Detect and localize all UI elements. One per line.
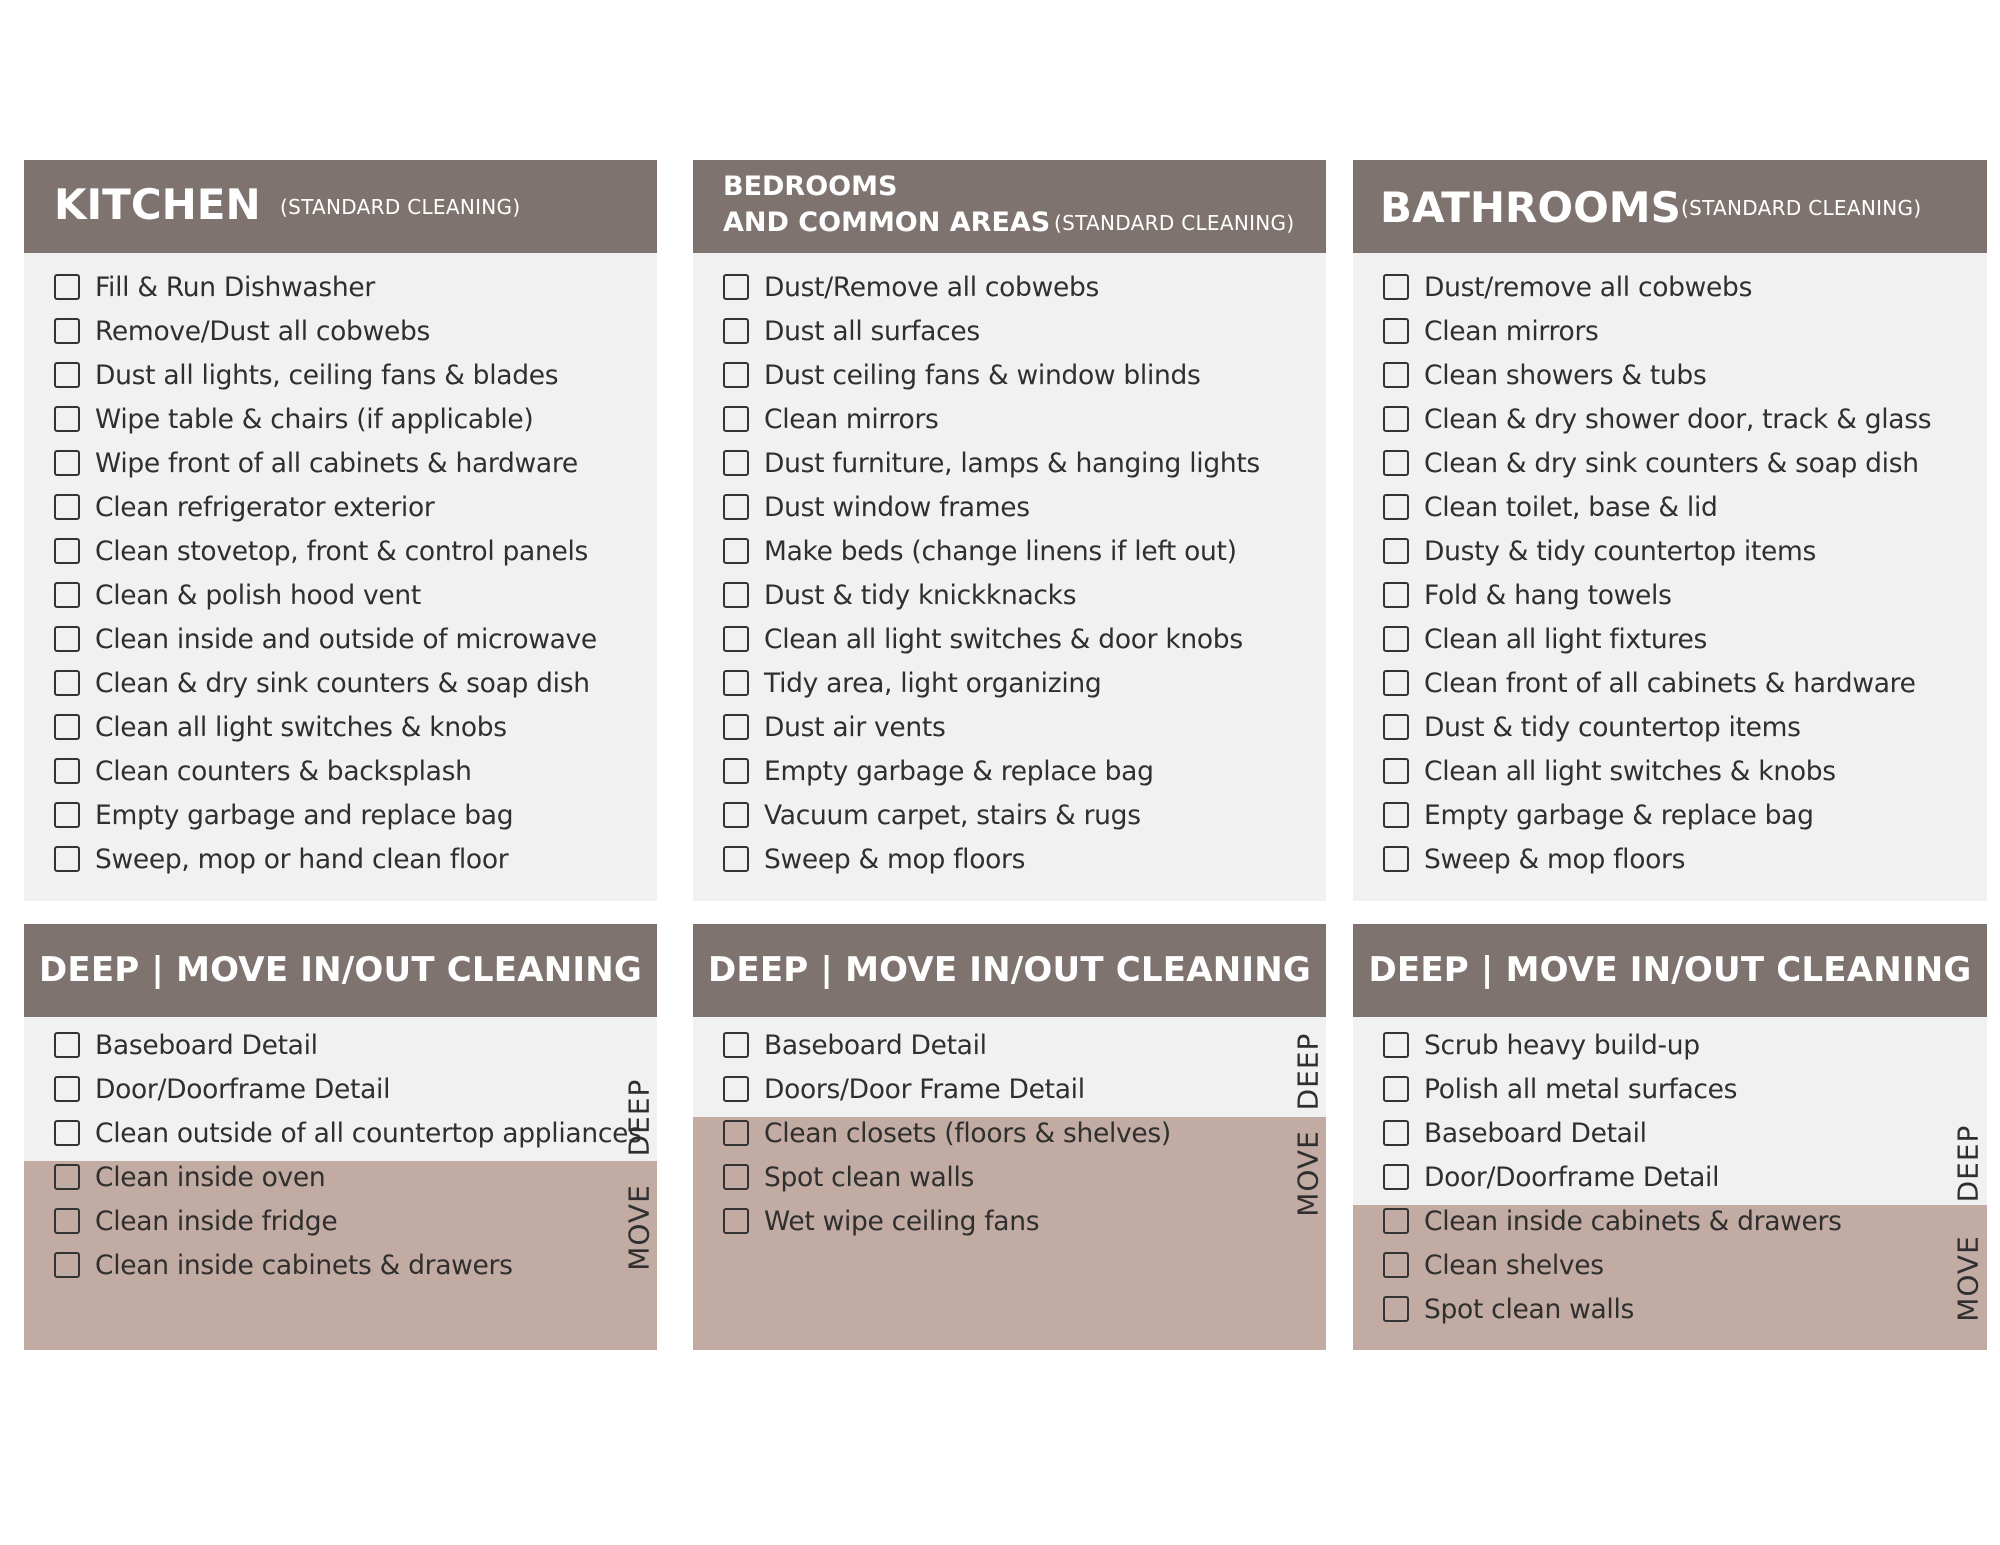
item-label: Clean front of all cabinets & hardware (1424, 667, 1916, 699)
item-label: Clean all light switches & knobs (95, 711, 507, 743)
checkbox[interactable] (54, 1164, 80, 1190)
item-label: Dusty & tidy countertop items (1424, 535, 1817, 567)
checklist-item[interactable] (723, 793, 1141, 837)
checkbox[interactable] (54, 274, 80, 300)
checklist-item[interactable] (723, 1111, 1171, 1155)
checkbox[interactable] (1383, 318, 1409, 344)
checkbox[interactable] (54, 1032, 80, 1058)
checklist-item[interactable] (1383, 749, 1836, 793)
checkbox[interactable] (723, 582, 749, 608)
item-label: Wipe table & chairs (if applicable) (95, 403, 534, 435)
checklist-item[interactable] (723, 309, 980, 353)
item-label: Dust all surfaces (764, 315, 980, 347)
checklist-item[interactable] (723, 837, 1025, 881)
checklist-item[interactable] (54, 705, 507, 749)
item-label: Clean counters & backsplash (95, 755, 472, 787)
checkbox[interactable] (723, 1032, 749, 1058)
checkbox[interactable] (723, 274, 749, 300)
item-label: Dust & tidy countertop items (1424, 711, 1801, 743)
deep-kitchen-panel (24, 924, 657, 1350)
checkbox[interactable] (1383, 1076, 1409, 1102)
item-label: Clean inside cabinets & drawers (95, 1249, 513, 1281)
item-label: Wipe front of all cabinets & hardware (95, 447, 578, 479)
checklist-item[interactable] (723, 397, 939, 441)
item-label: Make beds (change linens if left out) (764, 535, 1237, 567)
checkbox[interactable] (1383, 1120, 1409, 1146)
checklist-item[interactable] (1383, 265, 1752, 309)
item-label: Clean refrigerator exterior (95, 491, 435, 523)
checklist-item[interactable] (1383, 353, 1706, 397)
checkbox[interactable] (723, 1208, 749, 1234)
checkbox[interactable] (1383, 450, 1409, 476)
bedrooms-checklist (693, 253, 1326, 901)
checklist-item[interactable] (723, 441, 1260, 485)
deep-bedrooms-panel (693, 924, 1326, 1350)
checkbox[interactable] (54, 406, 80, 432)
item-label: Spot clean walls (1424, 1293, 1635, 1325)
item-label: Doors/Door Frame Detail (764, 1073, 1085, 1105)
move-label: MOVE (1951, 1235, 1985, 1322)
checklist-item[interactable] (723, 1155, 974, 1199)
checkbox[interactable] (1383, 802, 1409, 828)
checkbox[interactable] (54, 670, 80, 696)
item-label: Clean mirrors (764, 403, 939, 435)
deep-bathrooms-panel (1353, 924, 1987, 1350)
item-label: Empty garbage & replace bag (764, 755, 1154, 787)
bathrooms-checklist (1353, 253, 1987, 901)
checkbox[interactable] (723, 406, 749, 432)
item-label: Clean inside fridge (95, 1205, 338, 1237)
deep-bedrooms-title: DEEP | MOVE IN/OUT CLEANING (708, 950, 1311, 990)
checklist-item[interactable] (723, 529, 1237, 573)
item-label: Clean mirrors (1424, 315, 1599, 347)
item-label: Clean & dry sink counters & soap dish (1424, 447, 1919, 479)
checklist-item[interactable] (54, 749, 472, 793)
kitchen-subtitle: (STANDARD CLEANING) (280, 195, 521, 219)
deep-label: DEEP (1951, 1124, 1985, 1203)
checklist-item[interactable] (1383, 1023, 1700, 1067)
checklist-item[interactable] (54, 441, 578, 485)
bathrooms-panel (1353, 160, 1987, 901)
item-label: Fill & Run Dishwasher (95, 271, 375, 303)
checklist-item[interactable] (723, 1067, 1085, 1111)
checkbox[interactable] (723, 714, 749, 740)
checkbox[interactable] (1383, 714, 1409, 740)
checklist-item[interactable] (723, 485, 1030, 529)
checklist-item[interactable] (1383, 441, 1919, 485)
item-label: Clean & dry sink counters & soap dish (95, 667, 590, 699)
item-label: Spot clean walls (764, 1161, 975, 1193)
deep-kitchen-header (24, 924, 657, 1017)
checkbox[interactable] (723, 626, 749, 652)
item-label: Clean all light switches & knobs (1424, 755, 1836, 787)
item-label: Dust window frames (764, 491, 1030, 523)
item-label: Dust ceiling fans & window blinds (764, 359, 1201, 391)
item-label: Polish all metal surfaces (1424, 1073, 1738, 1105)
checklist-item[interactable] (1383, 485, 1718, 529)
checklist-item[interactable] (1383, 529, 1816, 573)
checklist-item[interactable] (1383, 573, 1672, 617)
item-label: Clean showers & tubs (1424, 359, 1707, 391)
checkbox[interactable] (723, 450, 749, 476)
bedrooms-panel (693, 160, 1326, 901)
checklist-item[interactable] (1383, 1155, 1719, 1199)
checkbox[interactable] (54, 1208, 80, 1234)
checkbox[interactable] (723, 1076, 749, 1102)
item-label: Tidy area, light organizing (764, 667, 1102, 699)
checklist-item[interactable] (1383, 617, 1707, 661)
checklist-item[interactable] (54, 529, 588, 573)
checklist-item[interactable] (723, 617, 1243, 661)
checkbox[interactable] (54, 318, 80, 344)
deep-bathrooms-title: DEEP | MOVE IN/OUT CLEANING (1368, 950, 1972, 990)
item-label: Empty garbage & replace bag (1424, 799, 1814, 831)
kitchen-panel (24, 160, 657, 901)
checkbox[interactable] (723, 846, 749, 872)
checkbox[interactable] (1383, 1296, 1409, 1322)
item-label: Baseboard Detail (764, 1029, 987, 1061)
checklist-item[interactable] (54, 397, 533, 441)
item-label: Clean all light switches & door knobs (764, 623, 1243, 655)
item-label: Clean outside of all countertop appliances (95, 1117, 642, 1149)
checkbox[interactable] (54, 1076, 80, 1102)
deep-label: DEEP (622, 1078, 656, 1157)
item-label: Clean inside cabinets & drawers (1424, 1205, 1842, 1237)
checkbox[interactable] (54, 714, 80, 740)
item-label: Clean toilet, base & lid (1424, 491, 1718, 523)
checkbox[interactable] (54, 1252, 80, 1278)
checklist-item[interactable] (54, 1155, 325, 1199)
item-label: Clean inside oven (95, 1161, 326, 1193)
checklist-item[interactable] (54, 309, 430, 353)
checkbox[interactable] (1383, 1208, 1409, 1234)
item-label: Clean & polish hood vent (95, 579, 421, 611)
checklist-item[interactable] (54, 661, 590, 705)
checkbox[interactable] (54, 758, 80, 784)
item-label: Clean & dry shower door, track & glass (1424, 403, 1932, 435)
checklist-item[interactable] (1383, 1199, 1842, 1243)
checklist-item[interactable] (723, 661, 1101, 705)
deep-bathrooms-checklist (1353, 1017, 1987, 1350)
checklist-item[interactable] (723, 1023, 987, 1067)
deep-bedrooms-header (693, 924, 1326, 1017)
item-label: Clean inside and outside of microwave (95, 623, 597, 655)
checklist-item[interactable] (1383, 1067, 1737, 1111)
checklist-item[interactable] (1383, 1243, 1604, 1287)
item-label: Clean shelves (1424, 1249, 1604, 1281)
item-label: Dust air vents (764, 711, 946, 743)
checklist-item[interactable] (54, 1067, 390, 1111)
checkbox[interactable] (723, 362, 749, 388)
checkbox[interactable] (54, 538, 80, 564)
checkbox[interactable] (1383, 670, 1409, 696)
item-label: Dust/Remove all cobwebs (764, 271, 1099, 303)
item-label: Scrub heavy build-up (1424, 1029, 1700, 1061)
checklist-item[interactable] (54, 1199, 337, 1243)
item-label: Remove/Dust all cobwebs (95, 315, 430, 347)
item-label: Dust all lights, ceiling fans & blades (95, 359, 559, 391)
item-label: Fold & hang towels (1424, 579, 1672, 611)
bedrooms-title-line2: AND COMMON AREAS (723, 207, 1051, 238)
checkbox[interactable] (723, 670, 749, 696)
checklist-item[interactable] (54, 1111, 642, 1155)
checkbox[interactable] (723, 494, 749, 520)
checkbox[interactable] (54, 494, 80, 520)
checklist-item[interactable] (1383, 793, 1814, 837)
checkbox[interactable] (1383, 538, 1409, 564)
item-label: Baseboard Detail (95, 1029, 318, 1061)
item-label: Clean all light fixtures (1424, 623, 1707, 655)
checklist-item[interactable] (1383, 1287, 1634, 1331)
checkbox[interactable] (1383, 406, 1409, 432)
checklist-item[interactable] (1383, 661, 1916, 705)
checklist-item[interactable] (723, 353, 1201, 397)
item-label: Dust furniture, lamps & hanging lights (764, 447, 1260, 479)
checklist-item[interactable] (723, 265, 1099, 309)
checklist-item[interactable] (54, 353, 558, 397)
checklist-item[interactable] (1383, 1111, 1647, 1155)
checkbox[interactable] (1383, 758, 1409, 784)
checkbox[interactable] (723, 758, 749, 784)
item-label: Dust/remove all cobwebs (1424, 271, 1753, 303)
checklist-item[interactable] (1383, 309, 1599, 353)
checkbox[interactable] (723, 318, 749, 344)
checkbox[interactable] (1383, 1164, 1409, 1190)
checkbox[interactable] (1383, 582, 1409, 608)
item-label: Sweep, mop or hand clean floor (95, 843, 509, 875)
item-label: Sweep & mop floors (764, 843, 1026, 875)
checklist-item[interactable] (54, 485, 435, 529)
checkbox[interactable] (54, 626, 80, 652)
checkbox[interactable] (54, 450, 80, 476)
bedrooms-header (693, 160, 1326, 253)
bedrooms-title-line1: BEDROOMS (723, 171, 898, 202)
checklist-item[interactable] (54, 837, 508, 881)
checkbox[interactable] (1383, 494, 1409, 520)
bedrooms-subtitle: (STANDARD CLEANING) (1054, 211, 1295, 235)
item-label: Sweep & mop floors (1424, 843, 1686, 875)
bathrooms-header (1353, 160, 1987, 253)
item-label: Dust & tidy knickknacks (764, 579, 1077, 611)
checkbox[interactable] (1383, 626, 1409, 652)
checkbox[interactable] (54, 846, 80, 872)
checkbox[interactable] (723, 1164, 749, 1190)
item-label: Door/Doorframe Detail (95, 1073, 391, 1105)
checkbox[interactable] (1383, 1252, 1409, 1278)
checklist-item[interactable] (54, 1023, 318, 1067)
checklist-item[interactable] (1383, 397, 1931, 441)
move-label: MOVE (1291, 1130, 1325, 1217)
checkbox[interactable] (54, 582, 80, 608)
checkbox[interactable] (1383, 274, 1409, 300)
checklist-item[interactable] (54, 1243, 513, 1287)
checklist-item[interactable] (723, 705, 946, 749)
kitchen-header (24, 160, 657, 253)
deep-label: DEEP (1291, 1032, 1325, 1111)
deep-kitchen-title: DEEP | MOVE IN/OUT CLEANING (39, 950, 642, 990)
bathrooms-subtitle: (STANDARD CLEANING) (1681, 196, 1922, 220)
move-label: MOVE (622, 1184, 656, 1271)
item-label: Wet wipe ceiling fans (764, 1205, 1040, 1237)
kitchen-title: KITCHEN (54, 180, 261, 229)
checklist-item[interactable] (54, 617, 597, 661)
checkbox[interactable] (723, 802, 749, 828)
checkbox[interactable] (1383, 1032, 1409, 1058)
checklist-item[interactable] (54, 573, 421, 617)
item-label: Baseboard Detail (1424, 1117, 1647, 1149)
checklist-item[interactable] (54, 265, 375, 309)
deep-bathrooms-header (1353, 924, 1987, 1017)
checkbox[interactable] (54, 1120, 80, 1146)
checklist-item[interactable] (723, 573, 1076, 617)
checkbox[interactable] (54, 802, 80, 828)
deep-kitchen-checklist (24, 1017, 657, 1350)
item-label: Clean closets (floors & shelves) (764, 1117, 1171, 1149)
checklist-item[interactable] (1383, 705, 1801, 749)
checkbox[interactable] (723, 1120, 749, 1146)
checkbox[interactable] (723, 538, 749, 564)
bathrooms-title: BATHROOMS (1380, 183, 1681, 232)
checklist-item[interactable] (723, 1199, 1039, 1243)
checkbox[interactable] (54, 362, 80, 388)
deep-bedrooms-checklist (693, 1017, 1326, 1350)
item-label: Door/Doorframe Detail (1424, 1161, 1720, 1193)
checklist-item[interactable] (54, 793, 513, 837)
item-label: Empty garbage and replace bag (95, 799, 514, 831)
kitchen-checklist (24, 253, 657, 901)
checkbox[interactable] (1383, 362, 1409, 388)
checkbox[interactable] (1383, 846, 1409, 872)
item-label: Vacuum carpet, stairs & rugs (764, 799, 1141, 831)
item-label: Clean stovetop, front & control panels (95, 535, 589, 567)
checklist-item[interactable] (723, 749, 1154, 793)
checklist-item[interactable] (1383, 837, 1685, 881)
